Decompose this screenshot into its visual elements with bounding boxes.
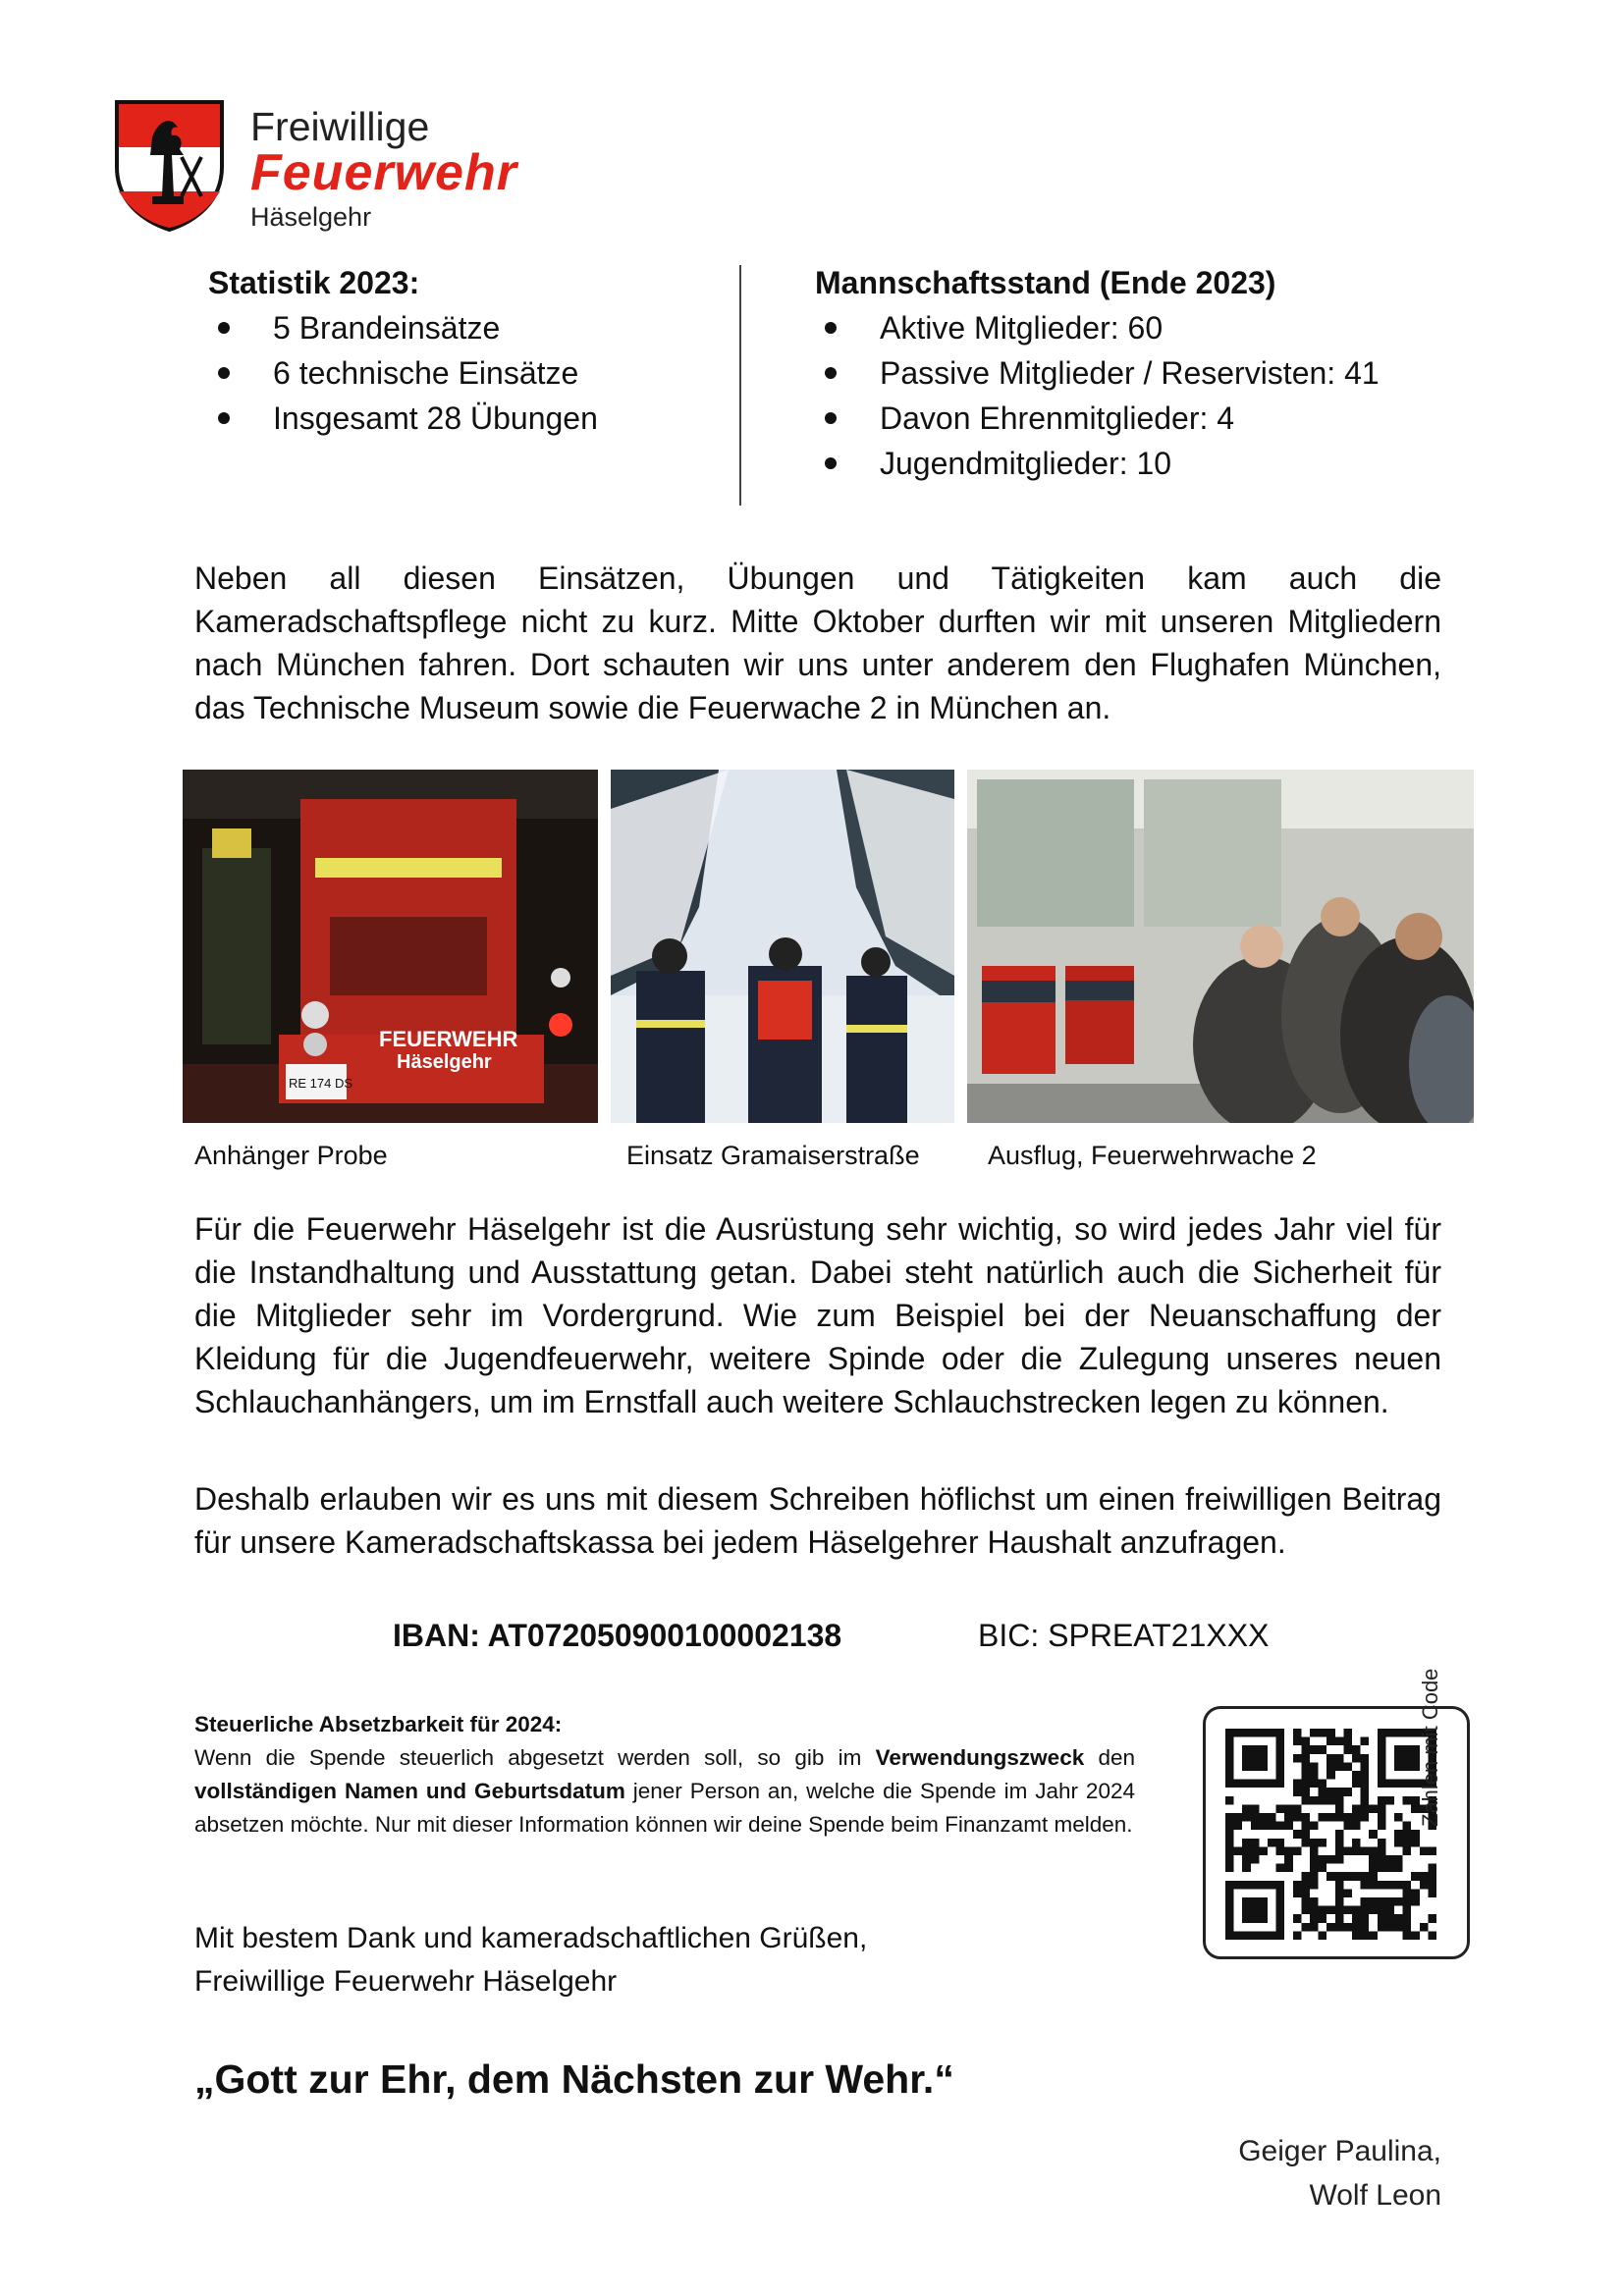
membership-item: Aktive Mitglieder: 60 [815,305,1483,350]
tax-title: Steuerliche Absetzbarkeit für 2024: [194,1712,563,1736]
statistics-title: Statistik 2023: [208,265,420,300]
statistics-item: Insgesamt 28 Übungen [208,396,679,441]
statistics-section [208,265,679,441]
membership-item: Davon Ehrenmitglieder: 4 [815,396,1483,441]
membership-section [815,265,1483,486]
tax-body [194,1741,1135,1842]
shield-logo-icon [113,98,226,234]
motto: „Gott zur Ehr, dem Nächsten zur Wehr.“ [194,2056,954,2102]
trailer-text: FEUERWEHR [379,1027,518,1051]
tax-text: Wenn die Spende steuerlich abgesetzt werden soll, so gib im [194,1745,876,1770]
tax-bold-text: vollständigen Namen und Geburtsdatum [194,1779,625,1803]
tax-bold-text: Verwendungszweck [875,1745,1085,1770]
paragraph-equipment: Für die Feuerwehr Häselgehr ist die Ausrüstung sehr wichtig, so wird jedes Jahr viel für die Instandhaltung und Ausstattung getan. Dabei steht natürlich auch die Sicherheit für die Mitglieder sehr im Vordergrund. Wie zum Beispiel bei der Neuanschaffung der Kleidung für die Jugendfeuerwehr, weitere Spinde oder die Zulegung unseres neuen Schlauchanhängers, um im Ernstfall auch weitere Schlauchstrecken legen zu können. [194,1211,1441,1419]
license-plate: RE 174 DS [289,1076,353,1091]
payment-qr-box[interactable] [1203,1668,1470,1959]
statistics-item: 6 technische Einsätze [208,350,679,396]
paragraph-excursion: Neben all diesen Einsätzen, Übungen und Tätigkeiten kam auch die Kameradschaftspflege nicht zu kurz. Mitte Oktober durften wir mit unseren Mitgliedern nach München fahren. Dort schauten wir uns unter anderem den Flughafen München, das Technische Museum sowie die Feuerwache 2 in München an. [194,561,1441,725]
photo-caption: Einsatz Gramaiserstraße [626,1141,920,1170]
statistics-item: 5 Brandeinsätze [208,305,679,350]
membership-item: Jugendmitglieder: 10 [815,441,1483,486]
signature-name: Geiger Paulina, [1238,2135,1441,2167]
column-divider [739,265,741,506]
photo-caption: Anhänger Probe [194,1141,388,1170]
logo-line-feuerwehr: Feuerwehr [250,144,517,201]
trailer-location-text: Häselgehr [397,1051,492,1073]
photo-fire-station-visit [967,770,1474,1123]
photo-caption: Ausflug, Feuerwehrwache 2 [988,1141,1317,1170]
closing-sender: Freiwillige Feuerwehr Häselgehr [194,1965,618,1998]
signature-name: Wolf Leon [1309,2179,1441,2212]
qr-code-icon[interactable] [1225,1729,1436,1940]
membership-title: Mannschaftsstand (Ende 2023) [815,265,1276,300]
tax-deductibility-note [194,1708,1135,1842]
closing-greeting: Mit bestem Dank und kameradschaftlichen Grüßen, [194,1922,868,1954]
paragraph-donation-request: Deshalb erlauben wir es uns mit diesem Schreiben höflichst um einen freiwilligen Beitrag für unsere Kameradschaftskassa bei jedem Häselgehrer Haushalt anzufragen. [194,1481,1441,1560]
tax-text: jener Person an, welche die Spende im Jahr 2024 absetzen möchte. Nur mit dieser Information können wir deine Spende beim Finanzamt melden. [194,1779,1135,1837]
membership-item: Passive Mitglieder / Reservisten: 41 [815,350,1483,396]
fire-brigade-logo [113,98,584,236]
logo-line-freiwillige: Freiwillige [250,104,430,149]
qr-label: Zahlen mit Code [1418,1668,1442,1827]
bic-text: BIC: SPREAT21XXX [978,1618,1270,1653]
iban-text: IBAN: AT072050900100002138 [393,1618,842,1653]
tax-text: den [1084,1745,1136,1770]
photo-trailer-drill [183,770,598,1123]
photo-snow-mission [611,770,954,1123]
logo-line-location: Häselgehr [250,202,372,232]
